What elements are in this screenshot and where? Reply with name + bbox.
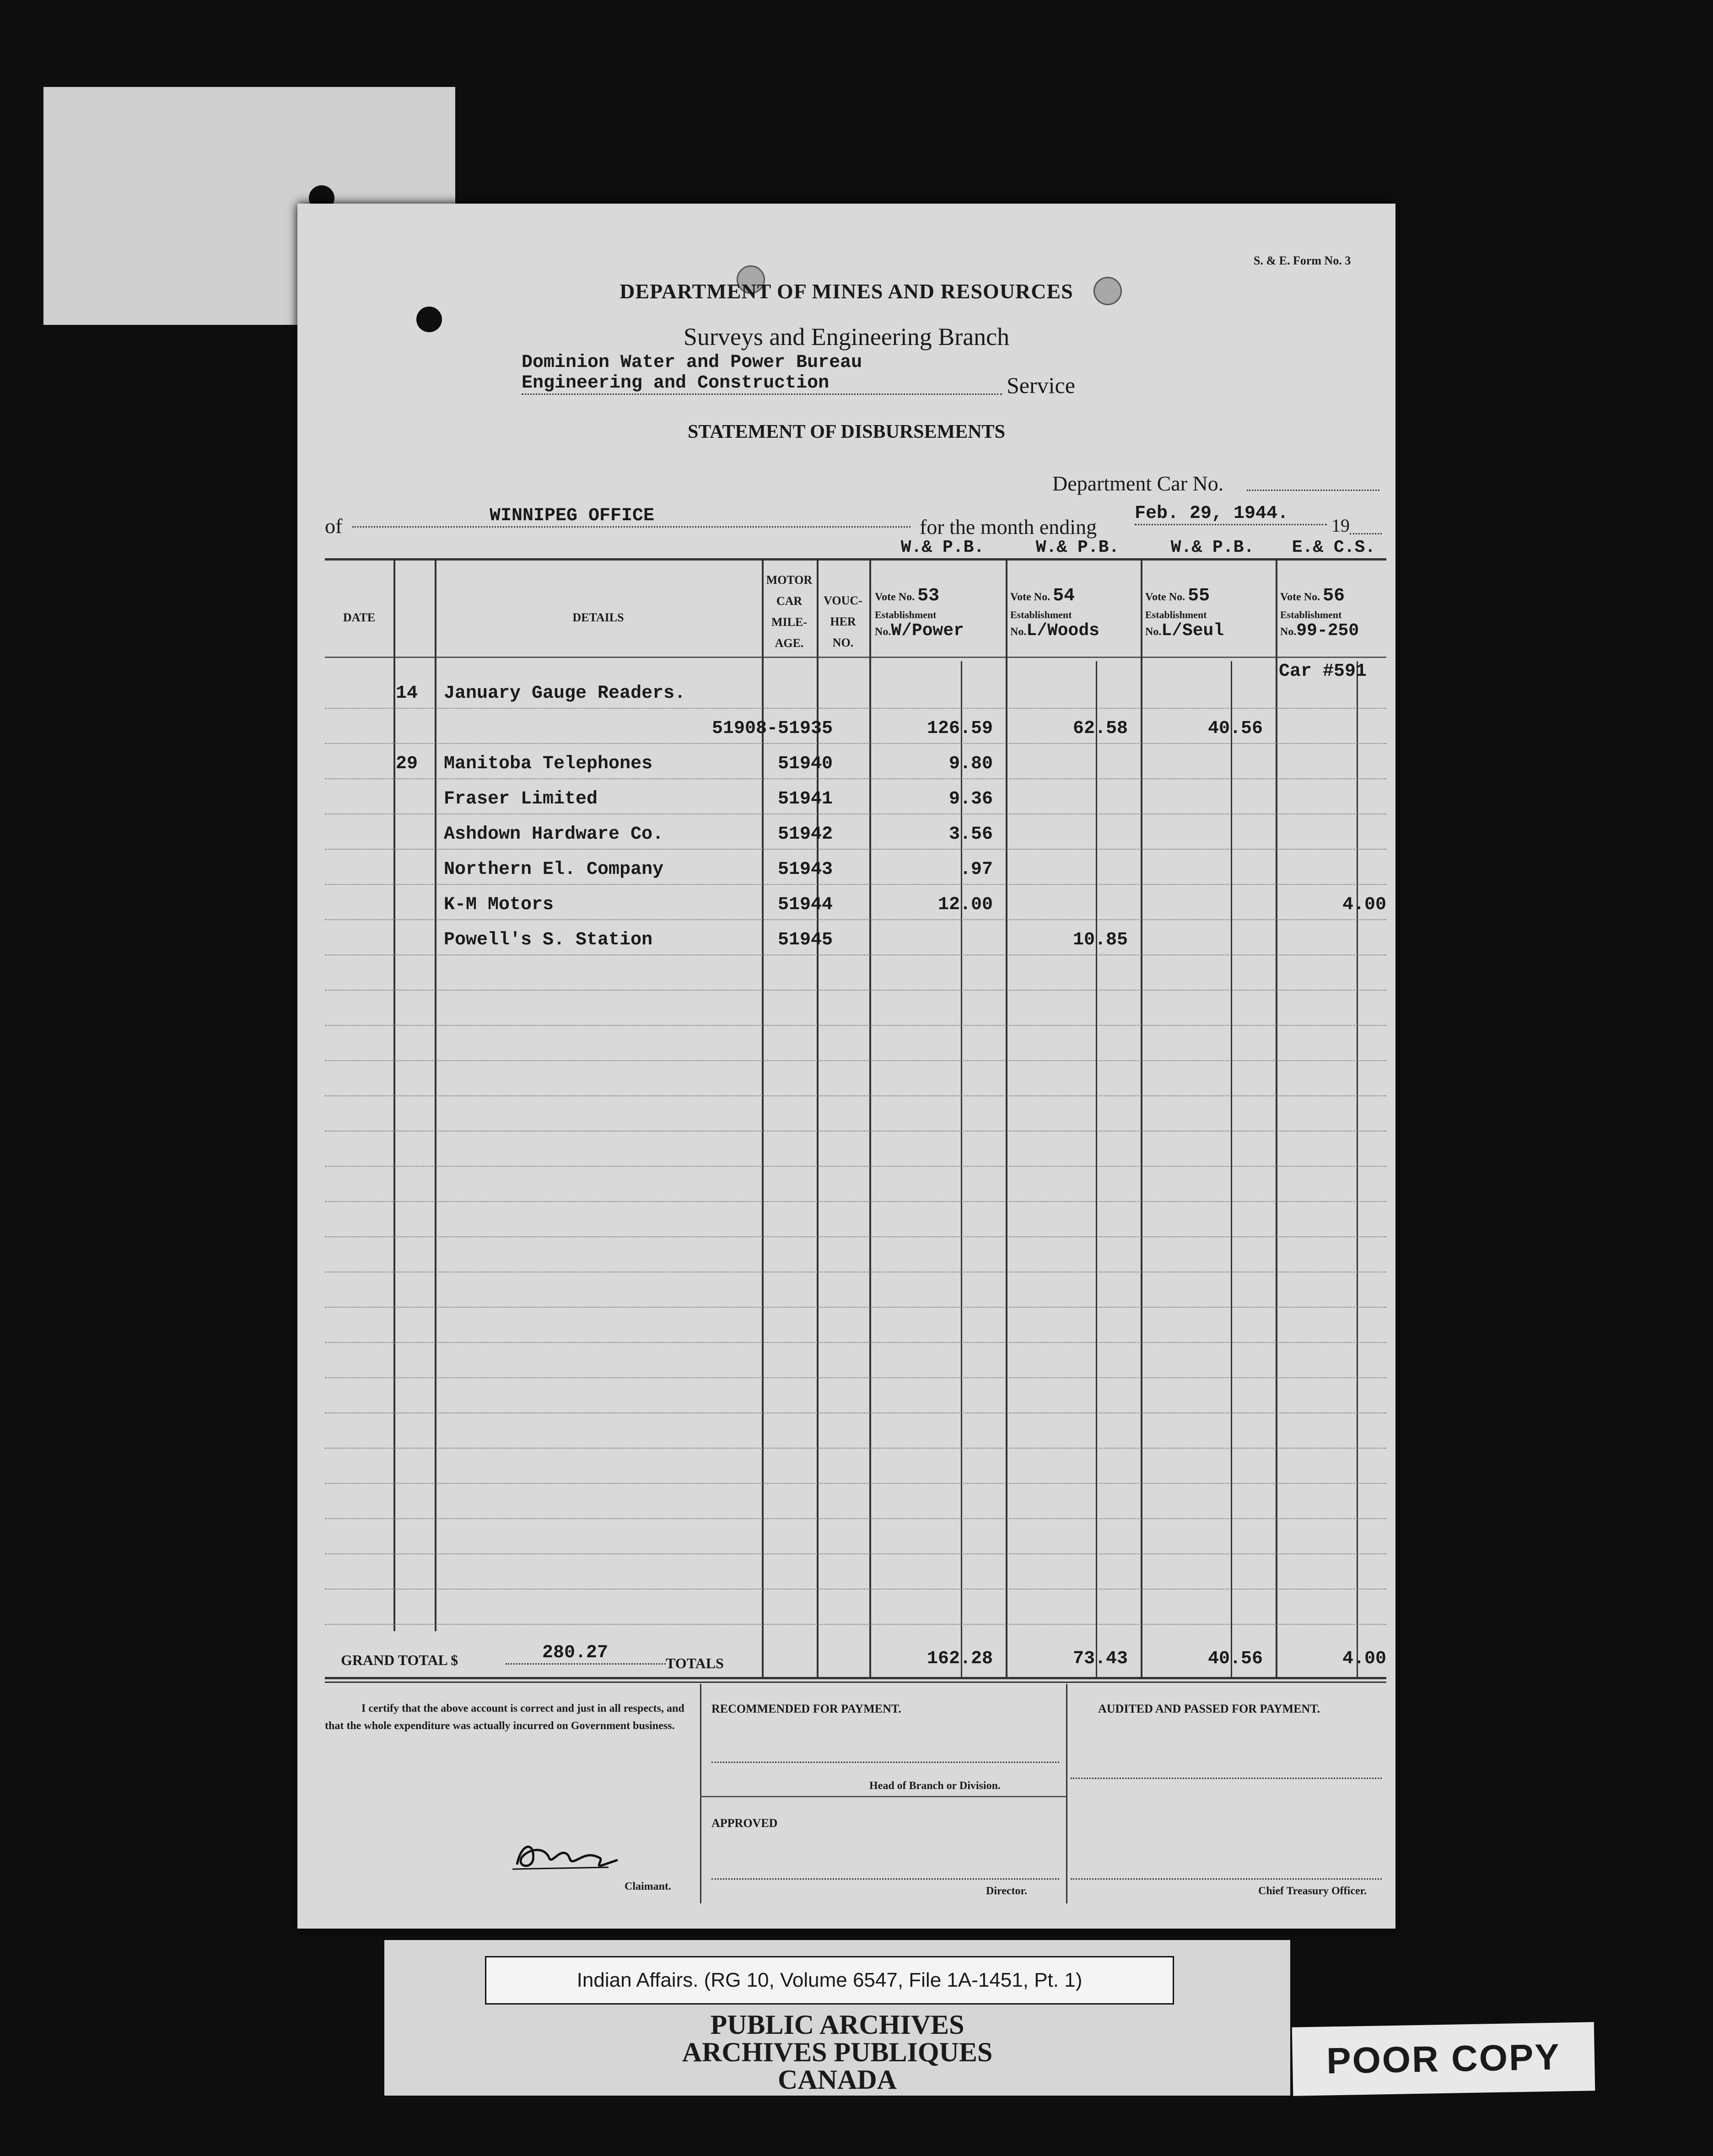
cell-details: K-M Motors xyxy=(444,895,554,915)
table-row xyxy=(297,715,1395,750)
row-rule xyxy=(325,1236,1386,1238)
cell-details: Ashdown Hardware Co. xyxy=(444,824,664,845)
service-label: Service xyxy=(1007,372,1075,398)
citation-text: Indian Affairs. (RG 10, Volume 6547, File 1A-1451, Pt. 1) xyxy=(576,1969,1083,1991)
year-line xyxy=(1350,533,1382,534)
grand-total-value: 280.27 xyxy=(506,1643,666,1665)
row-rule xyxy=(325,990,1386,992)
cell-v55: 40.56 xyxy=(1207,718,1263,739)
audited-label: AUDITED AND PASSED FOR PAYMENT. xyxy=(1098,1702,1320,1715)
audited-line xyxy=(1071,1778,1382,1779)
table-row xyxy=(297,820,1395,856)
table-bottom-border xyxy=(325,1677,1386,1679)
row-rule xyxy=(325,1624,1386,1626)
cell-v54: 62.58 xyxy=(1072,718,1128,739)
vote-54-header: Vote No. 54 Establishment No.L/Woods xyxy=(1010,586,1099,641)
cell-voucher: 51943 xyxy=(777,859,833,880)
cell-v53: 12.00 xyxy=(937,895,993,915)
year-prefix: 19 xyxy=(1331,515,1350,536)
car-note: Car #591 xyxy=(1279,661,1367,682)
treasury-line xyxy=(1071,1878,1382,1880)
total-v53: 162.28 xyxy=(927,1649,993,1669)
bureau-name: Dominion Water and Power Bureau xyxy=(522,352,862,373)
cell-v53: .97 xyxy=(959,859,993,880)
department-title: DEPARTMENT OF MINES AND RESOURCES xyxy=(619,280,1073,303)
cell-v53: 3.56 xyxy=(948,824,993,845)
cell-v53: 9.36 xyxy=(948,789,993,809)
footer-divider xyxy=(700,1684,701,1903)
cell-details: Fraser Limited xyxy=(444,789,598,809)
row-rule xyxy=(325,1307,1386,1309)
row-rule xyxy=(325,1025,1386,1027)
vote-53-header: Vote No. 53 Establishment No.W/Power xyxy=(875,586,964,641)
totals-label: TOTALS xyxy=(666,1655,724,1671)
cell-date: 29 xyxy=(396,754,418,774)
cell-voucher: 51908-51935 xyxy=(711,718,833,739)
month-value: Feb. 29, 1944. xyxy=(1135,503,1327,525)
cell-details: Northern El. Company xyxy=(444,859,664,880)
statement-title: STATEMENT OF DISBURSEMENTS xyxy=(688,421,1005,442)
recommended-label: RECOMMENDED FOR PAYMENT. xyxy=(711,1702,901,1715)
office-name: WINNIPEG OFFICE xyxy=(352,506,910,528)
claimant-label: Claimant. xyxy=(625,1881,671,1892)
vote-head-54: W.& P.B. xyxy=(1035,538,1120,557)
cell-details: Powell's S. Station xyxy=(444,930,653,950)
footer-rule xyxy=(700,1796,1066,1797)
recommended-line xyxy=(711,1762,1059,1763)
table-row xyxy=(297,891,1395,926)
table-row xyxy=(297,750,1395,785)
total-v56: 4.00 xyxy=(1342,1649,1386,1669)
row-rule xyxy=(325,1589,1386,1590)
form-number: S. & E. Form No. 3 xyxy=(1254,254,1351,267)
car-number-line xyxy=(1247,490,1379,491)
row-rule xyxy=(325,1166,1386,1168)
signature-image xyxy=(508,1833,645,1874)
row-rule xyxy=(325,1131,1386,1132)
mileage-header: MOTOR CAR MILE- AGE. xyxy=(766,573,813,650)
cell-voucher: 51944 xyxy=(777,895,833,915)
month-label: for the month ending xyxy=(920,515,1097,539)
voucher-header: VOUC- HER NO. xyxy=(824,594,862,649)
vote-56-header: Vote No. 56 Establishment No.99-250 xyxy=(1280,586,1359,641)
table-row xyxy=(297,785,1395,820)
cell-voucher: 51942 xyxy=(777,824,833,845)
total-v55: 40.56 xyxy=(1207,1649,1263,1669)
details-header: DETAILS xyxy=(572,611,624,624)
of-label: of xyxy=(325,514,343,538)
cell-v53: 9.80 xyxy=(948,754,993,774)
row-rule xyxy=(325,1377,1386,1379)
table-row xyxy=(297,926,1395,961)
row-rule xyxy=(325,1483,1386,1485)
archive-text: PUBLIC ARCHIVES ARCHIVES PUBLIQUES CANADA xyxy=(682,2010,993,2095)
footer-divider xyxy=(1066,1684,1067,1903)
cell-v53: 126.59 xyxy=(927,718,993,739)
approved-line xyxy=(711,1878,1059,1880)
chief-treasury-label: Chief Treasury Officer. xyxy=(1258,1885,1367,1897)
cell-voucher: 51940 xyxy=(777,754,833,774)
director-label: Director. xyxy=(986,1885,1027,1897)
vote-head-55: W.& P.B. xyxy=(1170,538,1255,557)
service-name: Engineering and Construction xyxy=(522,373,1002,395)
head-of-branch-label: Head of Branch or Division. xyxy=(869,1780,1001,1792)
table-row xyxy=(297,679,1395,715)
row-rule xyxy=(325,1412,1386,1414)
row-rule xyxy=(325,1060,1386,1062)
table-header-border xyxy=(325,657,1386,658)
vote-head-53: W.& P.B. xyxy=(900,538,985,557)
poor-copy-label xyxy=(1292,2022,1595,2096)
cell-date: 14 xyxy=(396,683,418,704)
vote-55-header: Vote No. 55 Establishment No.L/Seul xyxy=(1145,586,1224,641)
row-rule xyxy=(325,1553,1386,1555)
cell-details: Manitoba Telephones xyxy=(444,754,653,774)
table-row xyxy=(297,856,1395,891)
cell-voucher: 51941 xyxy=(777,789,833,809)
grand-total-label: GRAND TOTAL $ xyxy=(341,1652,458,1668)
row-rule xyxy=(325,1342,1386,1344)
table-bottom-border-2 xyxy=(325,1682,1386,1683)
disbursement-form xyxy=(297,204,1395,1929)
row-rule xyxy=(325,1201,1386,1203)
vote-head-56: E.& C.S. xyxy=(1292,538,1376,557)
table-top-border xyxy=(325,558,1386,561)
poor-copy-text: POOR COPY xyxy=(1326,2036,1561,2081)
table-body xyxy=(297,679,1395,1640)
row-rule xyxy=(325,1448,1386,1450)
cell-v54: 10.85 xyxy=(1072,930,1128,950)
car-label: Department Car No. xyxy=(1052,472,1224,495)
approved-label: APPROVED xyxy=(711,1816,778,1830)
cell-voucher: 51945 xyxy=(777,930,833,950)
total-v54: 73.43 xyxy=(1072,1649,1128,1669)
cell-v56: 4.00 xyxy=(1342,895,1386,915)
row-rule xyxy=(325,1095,1386,1097)
cell-details: January Gauge Readers. xyxy=(444,683,686,704)
certification-text: I certify that the above account is correct and just in all respects, and that the whole expenditure was actually incurred on Government business. xyxy=(325,1703,684,1732)
row-rule xyxy=(325,1518,1386,1520)
citation-label xyxy=(485,1956,1174,2005)
row-rule xyxy=(325,1272,1386,1273)
branch-title: Surveys and Engineering Branch xyxy=(683,323,1010,350)
date-header: DATE xyxy=(343,611,376,624)
